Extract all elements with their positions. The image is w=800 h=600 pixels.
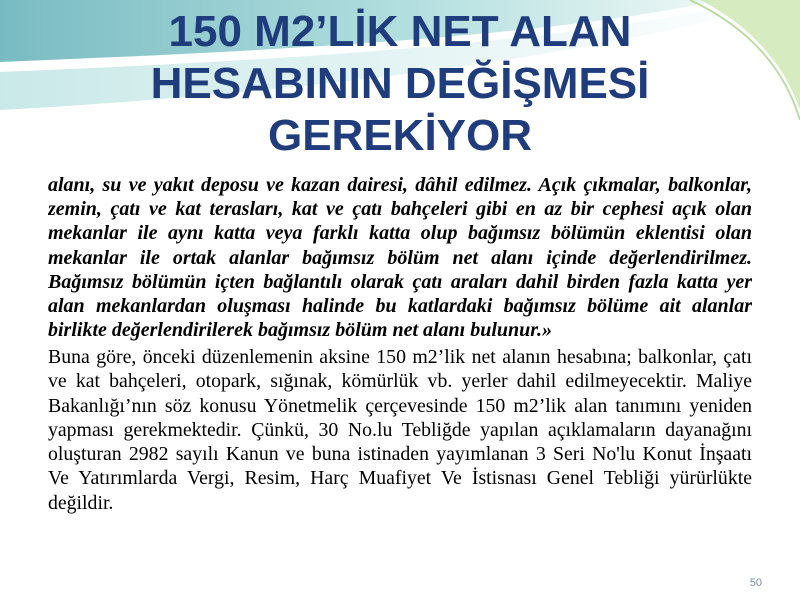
slide-title: [0, 6, 800, 162]
explanation-paragraph: [48, 345, 752, 515]
paragraph-line: Ve Yatırımlarda Vergi, Resim, Harç Muafiyet Ve İstisnası Genel Tebliği yürürlükte: [48, 467, 752, 490]
paragraph-line: ve kat bahçeleri, otopark, sığınak, kömürlük vb. yerler dahil edilmeyecektir. Maliye: [48, 370, 752, 393]
paragraph-line: alan mekanlardan oluşması halinde bu katlardaki bağımsız bölüme ait alanlar: [48, 294, 752, 317]
title-line-1: 150 M2’LİK NET ALAN: [168, 7, 632, 56]
quoted-regulation-paragraph: [48, 173, 752, 342]
paragraph-line: yapması gerekmektedir. Çünkü, 30 No.lu Tebliğde yapılan açıklamaların dayanağını: [48, 418, 752, 441]
paragraph-line: Bağımsız bölümün içten bağlantılı olarak çatı araları dahil birden fazla katta yer: [48, 270, 752, 293]
paragraph-line: Bakanlığı’nın söz konusu Yönetmelik çerçevesinde 150 m2’lik alan tanımını yeniden: [48, 394, 752, 417]
paragraph-line: zemin, çatı ve kat terasları, kat ve çatı bahçeleri gibi en az bir cephesi açık olan: [48, 198, 752, 221]
paragraph-line: oluşturan 2982 sayılı Kanun ve buna istinaden yayımlanan 3 Seri No'lu Konut İnşaatı: [48, 443, 752, 466]
paragraph-line: alanı, su ve yakıt deposu ve kazan dairesi, dâhil edilmez. Açık çıkmalar, balkonlar,: [48, 174, 752, 196]
paragraph-line: mekanlar ile aynı katta veya farklı katta olup bağımsız bölümün eklentisi olan: [48, 222, 752, 245]
paragraph-line: Buna göre, önceki düzenlemenin aksine 150 m2’lik net alanın hesabına; balkonlar, çatı: [48, 346, 752, 368]
title-line-3: GEREKİYOR: [267, 111, 533, 160]
title-line-2: HESABININ DEĞİŞMESİ: [150, 59, 650, 108]
slide-number: 50: [749, 577, 762, 589]
paragraph-line: mekanlar ile ortak alanlar bağımsız bölüm net alanı içinde değerlendirilmez.: [48, 246, 752, 269]
paragraph-line: değildir.: [48, 491, 114, 514]
paragraph-line: birlikte değerlendirilerek bağımsız bölüm net alanı bulunur.»: [48, 319, 552, 342]
